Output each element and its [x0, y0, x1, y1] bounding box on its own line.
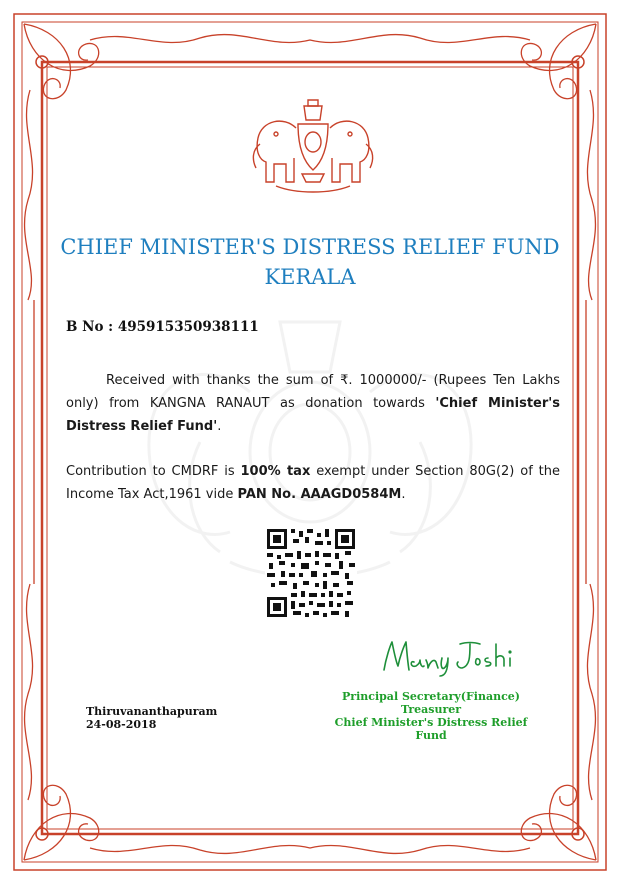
tax-paragraph: [66, 460, 560, 506]
handwritten-signature: [376, 636, 526, 678]
state-title: KERALA: [264, 265, 356, 289]
bill-number-value: 495915350938111: [117, 319, 259, 335]
receipt-text-4: .: [217, 419, 222, 434]
kerala-emblem-icon: [246, 98, 380, 194]
fund-name-bold: 'Chief Minister's Distress Relief Fund': [66, 396, 561, 434]
bill-number: [66, 319, 259, 335]
tax-text-2: exempt under Section 80G(2) of the Income Tax Act,1961 vide: [66, 464, 561, 502]
receipt-text-2: (Rupees Ten Lakhs only) from: [66, 373, 560, 411]
qr-code-icon: [265, 527, 357, 619]
fund-title: CHIEF MINISTER'S DISTRESS RELIEF FUND: [60, 235, 560, 259]
bill-number-label: B No :: [66, 319, 118, 335]
pan-number: PAN No. AAAGD0584M: [237, 487, 402, 502]
tax-text-3: .: [401, 487, 406, 502]
tax-text-1: Contribution to CMDRF is: [66, 464, 241, 479]
signatory-designation: Principal Secretary(Finance): [342, 690, 520, 703]
signatory-role: Treasurer: [400, 703, 462, 716]
issue-place: Thiruvananthapuram: [86, 705, 218, 718]
donor-name: KANGNA RANAUT: [149, 396, 270, 411]
donation-amount: ₹. 1000000/-: [340, 373, 427, 388]
issue-date: 24-08-2018: [86, 718, 157, 731]
receipt-text-1: Received with thanks the sum of: [106, 373, 341, 388]
receipt-paragraph: [66, 369, 560, 438]
signatory-fund: Chief Minister's Distress Relief Fund: [334, 716, 528, 742]
tax-exempt-bold: 100% tax: [240, 464, 311, 479]
receipt-text-3: as donation towards: [269, 396, 436, 411]
